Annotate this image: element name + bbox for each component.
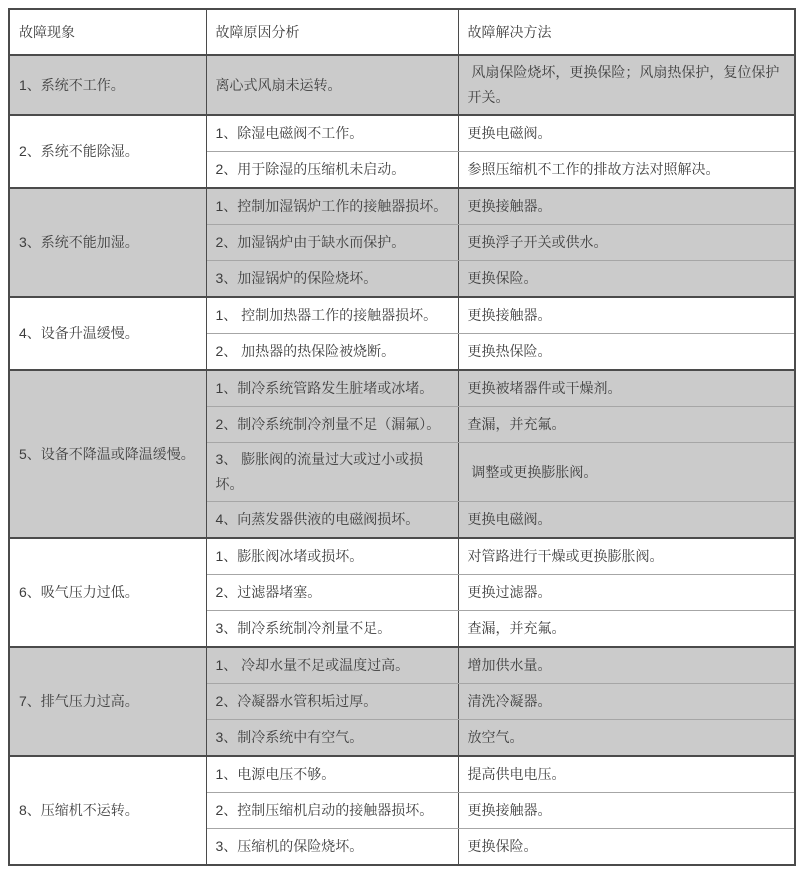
cause-cell: 2、控制压缩机启动的接触器损坏。 (206, 793, 458, 829)
solution-cell: 更换接触器。 (458, 188, 795, 225)
table-row (9, 55, 795, 115)
cause-cell: 2、冷凝器水管积垢过厚。 (206, 684, 458, 720)
cause-cell: 2、加湿锅炉由于缺水而保护。 (206, 225, 458, 261)
cause-cell: 1、制冷系统管路发生脏堵或冰堵。 (206, 370, 458, 407)
header-cell: 故障现象 (9, 9, 206, 55)
cause-cell: 2、 加热器的热保险被烧断。 (206, 334, 458, 371)
solution-cell: 对管路进行干燥或更换膨胀阀。 (458, 538, 795, 575)
cause-cell: 1、膨胀阀冰堵或损坏。 (206, 538, 458, 575)
cause-cell: 离心式风扇未运转。 (206, 55, 458, 115)
header-cell: 故障解决方法 (458, 9, 795, 55)
cause-cell: 1、控制加湿锅炉工作的接触器损坏。 (206, 188, 458, 225)
phenomenon-cell: 7、排气压力过高。 (9, 647, 206, 756)
solution-cell: 查漏，并充氟。 (458, 407, 795, 443)
cause-cell: 3、制冷系统制冷剂量不足。 (206, 611, 458, 648)
cause-cell: 3、压缩机的保险烧坏。 (206, 829, 458, 866)
table-row (9, 370, 795, 407)
solution-cell: 参照压缩机不工作的排故方法对照解决。 (458, 152, 795, 189)
solution-cell: 更换热保险。 (458, 334, 795, 371)
solution-cell: 更换保险。 (458, 261, 795, 298)
cause-cell: 3、 膨胀阀的流量过大或过小或损坏。 (206, 443, 458, 502)
solution-cell: 清洗冷凝器。 (458, 684, 795, 720)
solution-cell: 调整或更换膨胀阀。 (458, 443, 795, 502)
solution-cell: 提高供电电压。 (458, 756, 795, 793)
phenomenon-cell: 1、系统不工作。 (9, 55, 206, 115)
fault-table (8, 8, 796, 866)
table-row (9, 188, 795, 225)
solution-cell: 更换保险。 (458, 829, 795, 866)
phenomenon-cell: 4、设备升温缓慢。 (9, 297, 206, 370)
cause-cell: 3、加湿锅炉的保险烧坏。 (206, 261, 458, 298)
solution-cell: 风扇保险烧坏，更换保险；风扇热保护，复位保护开关。 (458, 55, 795, 115)
table-row (9, 756, 795, 793)
solution-cell: 更换电磁阀。 (458, 502, 795, 539)
phenomenon-cell: 6、吸气压力过低。 (9, 538, 206, 647)
cause-cell: 1、电源电压不够。 (206, 756, 458, 793)
table-row (9, 647, 795, 684)
cause-cell: 2、制冷系统制冷剂量不足（漏氟）。 (206, 407, 458, 443)
solution-cell: 放空气。 (458, 720, 795, 757)
table-row (9, 538, 795, 575)
phenomenon-cell: 2、系统不能除湿。 (9, 115, 206, 188)
table-row (9, 115, 795, 152)
phenomenon-cell: 5、设备不降温或降温缓慢。 (9, 370, 206, 538)
phenomenon-cell: 8、压缩机不运转。 (9, 756, 206, 865)
solution-cell: 更换接触器。 (458, 297, 795, 334)
cause-cell: 1、除湿电磁阀不工作。 (206, 115, 458, 152)
solution-cell: 更换浮子开关或供水。 (458, 225, 795, 261)
cause-cell: 2、用于除湿的压缩机未启动。 (206, 152, 458, 189)
solution-cell: 更换过滤器。 (458, 575, 795, 611)
header-cell: 故障原因分析 (206, 9, 458, 55)
cause-cell: 1、 冷却水量不足或温度过高。 (206, 647, 458, 684)
solution-cell: 查漏，并充氟。 (458, 611, 795, 648)
solution-cell: 更换电磁阀。 (458, 115, 795, 152)
solution-cell: 更换被堵器件或干燥剂。 (458, 370, 795, 407)
solution-cell: 更换接触器。 (458, 793, 795, 829)
cause-cell: 4、向蒸发器供液的电磁阀损坏。 (206, 502, 458, 539)
cause-cell: 3、制冷系统中有空气。 (206, 720, 458, 757)
cause-cell: 1、 控制加热器工作的接触器损坏。 (206, 297, 458, 334)
cause-cell: 2、过滤器堵塞。 (206, 575, 458, 611)
phenomenon-cell: 3、系统不能加湿。 (9, 188, 206, 297)
table-row (9, 297, 795, 334)
solution-cell: 增加供水量。 (458, 647, 795, 684)
header-row (9, 9, 795, 55)
